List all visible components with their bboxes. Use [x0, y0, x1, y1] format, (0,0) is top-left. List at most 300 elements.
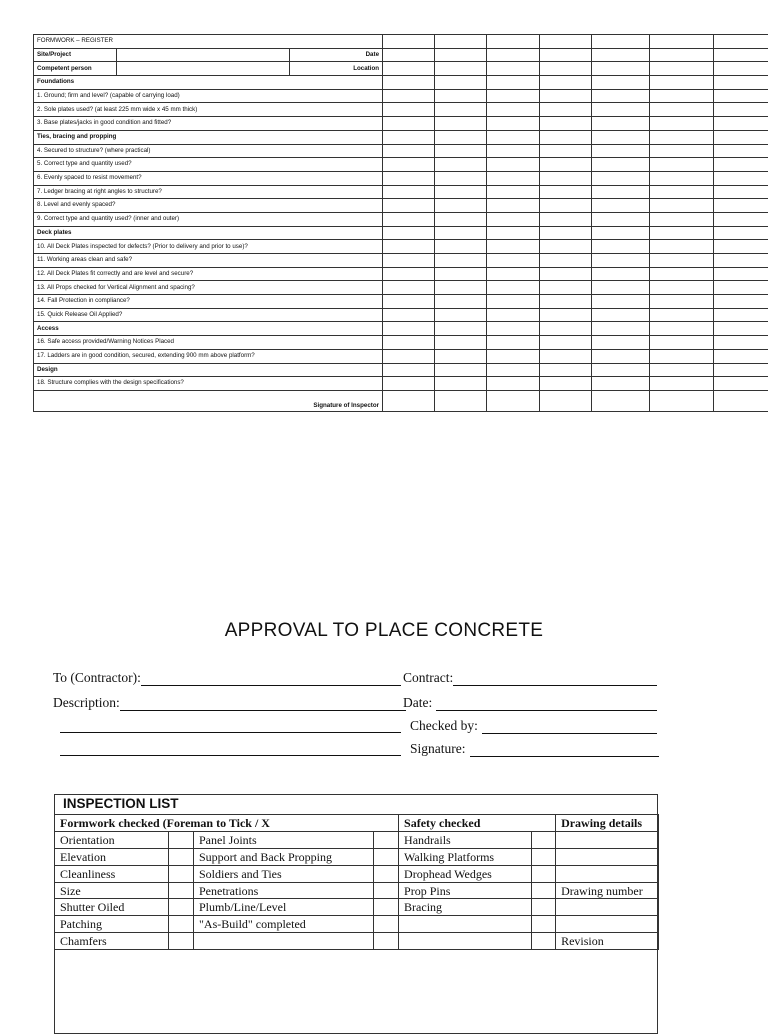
register-check-cell[interactable]	[650, 185, 714, 199]
register-cell[interactable]	[383, 62, 435, 76]
register-site-row	[34, 48, 768, 62]
register-check-cell[interactable]	[714, 185, 768, 199]
register-check-cell[interactable]	[650, 226, 714, 240]
register-check-cell[interactable]	[650, 212, 714, 226]
register-check-cell[interactable]	[487, 212, 540, 226]
register-signature-cell[interactable]	[383, 390, 435, 411]
register-signature-cell[interactable]	[650, 390, 714, 411]
register-check-cell[interactable]	[714, 281, 768, 295]
formwork-item	[194, 933, 374, 950]
drawing-detail	[556, 865, 659, 882]
register-check-cell[interactable]	[435, 103, 487, 117]
safety-item: Drophead Wedges	[399, 865, 532, 882]
register-check-cell[interactable]	[540, 254, 592, 268]
inspection-row	[55, 933, 659, 950]
register-check-cell[interactable]	[714, 199, 768, 213]
register-check-cell[interactable]	[714, 226, 768, 240]
register-check-cell[interactable]	[714, 267, 768, 281]
register-check-cell[interactable]	[540, 308, 592, 322]
register-check-cell[interactable]	[714, 308, 768, 322]
safety-item: Walking Platforms	[399, 848, 532, 865]
register-signature-cell[interactable]	[540, 390, 592, 411]
register-check-cell[interactable]	[487, 240, 540, 254]
register-check-cell[interactable]	[487, 363, 540, 377]
register-check-cell[interactable]	[650, 377, 714, 391]
register-check-cell[interactable]	[650, 158, 714, 172]
register-check-cell[interactable]	[487, 349, 540, 363]
register-check-cell[interactable]	[383, 349, 435, 363]
register-check-cell[interactable]	[435, 363, 487, 377]
inspection-list-title: INSPECTION LIST	[63, 796, 179, 811]
register-check-cell[interactable]	[592, 199, 650, 213]
register-item-text: 16. Safe access provided/Warning Notices Placed	[34, 336, 383, 350]
register-item-text: 15. Quick Release Oil Applied?	[34, 308, 383, 322]
register-cell[interactable]	[592, 35, 650, 49]
approval-date-field[interactable]	[436, 696, 657, 711]
safety-item: Bracing	[399, 899, 532, 916]
formwork-item: Panel Joints	[194, 831, 374, 848]
register-check-cell[interactable]	[435, 117, 487, 131]
register-check-cell[interactable]	[383, 158, 435, 172]
register-check-cell[interactable]	[650, 130, 714, 144]
register-signature-cell[interactable]	[714, 390, 768, 411]
register-check-cell[interactable]	[592, 171, 650, 185]
formwork-item: Penetrations	[194, 882, 374, 899]
register-check-cell[interactable]	[383, 103, 435, 117]
register-item-text: 2. Sole plates used? (at least 225 mm wide x 45 mm thick)	[34, 103, 383, 117]
formwork-tick-box[interactable]	[374, 865, 399, 882]
register-check-cell[interactable]	[650, 336, 714, 350]
register-check-cell[interactable]	[383, 281, 435, 295]
inspection-list-box	[54, 794, 658, 1034]
register-check-cell[interactable]	[487, 308, 540, 322]
signature-of-inspector-label: Signature of Inspector	[34, 390, 383, 411]
register-check-cell[interactable]	[487, 336, 540, 350]
register-check-cell[interactable]	[435, 158, 487, 172]
register-item-text: 14. Fall Protection in compliance?	[34, 295, 383, 309]
register-check-cell[interactable]	[435, 199, 487, 213]
safety-tick-box[interactable]	[532, 865, 556, 882]
register-check-cell[interactable]	[592, 144, 650, 158]
register-cell[interactable]	[435, 35, 487, 49]
register-check-cell[interactable]	[435, 281, 487, 295]
formwork-item: Support and Back Propping	[194, 848, 374, 865]
register-check-cell[interactable]	[540, 281, 592, 295]
register-check-cell[interactable]	[487, 199, 540, 213]
register-check-cell[interactable]	[592, 363, 650, 377]
register-check-cell[interactable]	[714, 212, 768, 226]
contract-row	[403, 670, 657, 686]
register-check-cell[interactable]	[435, 377, 487, 391]
register-check-cell[interactable]	[435, 349, 487, 363]
register-check-cell[interactable]	[714, 295, 768, 309]
register-cell[interactable]	[487, 35, 540, 49]
register-check-cell[interactable]	[592, 322, 650, 336]
register-check-cell[interactable]	[650, 254, 714, 268]
register-check-cell[interactable]	[650, 117, 714, 131]
register-check-cell[interactable]	[487, 158, 540, 172]
register-check-cell[interactable]	[383, 377, 435, 391]
formwork-tick-box[interactable]	[374, 899, 399, 916]
register-check-cell[interactable]	[540, 226, 592, 240]
drawing-detail	[556, 899, 659, 916]
register-check-cell[interactable]	[383, 144, 435, 158]
signature-field[interactable]	[470, 742, 659, 757]
formwork-item: Shutter Oiled	[55, 899, 169, 916]
register-check-cell[interactable]	[435, 267, 487, 281]
register-check-cell[interactable]	[714, 171, 768, 185]
register-check-cell[interactable]	[383, 212, 435, 226]
register-item-text: 8. Level and evenly spaced?	[34, 199, 383, 213]
register-check-cell[interactable]	[540, 89, 592, 103]
formwork-item: Elevation	[55, 848, 169, 865]
register-item-row	[34, 267, 768, 281]
register-check-cell[interactable]	[592, 185, 650, 199]
register-signature-cell[interactable]	[435, 390, 487, 411]
register-check-cell[interactable]	[435, 322, 487, 336]
register-item-text: 12. All Deck Plates fit correctly and are level and secure?	[34, 267, 383, 281]
safety-tick-box[interactable]	[532, 899, 556, 916]
register-check-cell[interactable]	[592, 89, 650, 103]
register-check-cell[interactable]	[650, 349, 714, 363]
register-check-cell[interactable]	[714, 89, 768, 103]
register-section-heading: Deck plates	[34, 226, 383, 240]
register-check-cell[interactable]	[650, 240, 714, 254]
register-cell[interactable]	[714, 48, 768, 62]
formwork-checked-header: Formwork checked (Foreman to Tick / X	[55, 815, 399, 832]
safety-tick-box[interactable]	[532, 882, 556, 899]
register-check-cell[interactable]	[650, 171, 714, 185]
register-check-cell[interactable]	[383, 185, 435, 199]
register-check-cell[interactable]	[592, 295, 650, 309]
register-check-cell[interactable]	[714, 76, 768, 90]
register-section-row	[34, 226, 768, 240]
safety-item: Handrails	[399, 831, 532, 848]
register-item-text: 9. Correct type and quantity used? (inner and outer)	[34, 212, 383, 226]
drawing-detail	[556, 831, 659, 848]
competent-person-field[interactable]	[117, 62, 290, 76]
description-line-2	[60, 718, 401, 733]
register-check-cell[interactable]	[592, 103, 650, 117]
register-item-row	[34, 144, 768, 158]
register-check-cell[interactable]	[487, 76, 540, 90]
register-check-cell[interactable]	[435, 336, 487, 350]
formwork-tick-box[interactable]	[169, 848, 194, 865]
register-check-cell[interactable]	[487, 130, 540, 144]
register-check-cell[interactable]	[383, 295, 435, 309]
drawing-detail	[556, 848, 659, 865]
formwork-tick-box[interactable]	[169, 916, 194, 933]
register-check-cell[interactable]	[487, 185, 540, 199]
register-item-row	[34, 308, 768, 322]
register-check-cell[interactable]	[714, 254, 768, 268]
register-check-cell[interactable]	[540, 267, 592, 281]
formwork-tick-box[interactable]	[374, 933, 399, 950]
register-check-cell[interactable]	[540, 212, 592, 226]
register-check-cell[interactable]	[540, 158, 592, 172]
register-check-cell[interactable]	[383, 336, 435, 350]
register-check-cell[interactable]	[540, 171, 592, 185]
register-check-cell[interactable]	[592, 254, 650, 268]
register-check-cell[interactable]	[592, 349, 650, 363]
register-item-row	[34, 185, 768, 199]
register-check-cell[interactable]	[714, 377, 768, 391]
register-item-text: 6. Evenly spaced to resist movement?	[34, 171, 383, 185]
register-check-cell[interactable]	[592, 377, 650, 391]
formwork-item: Chamfers	[55, 933, 169, 950]
formwork-register-table	[33, 34, 768, 412]
register-check-cell[interactable]	[592, 308, 650, 322]
location-label: Location	[290, 62, 383, 76]
register-check-cell[interactable]	[540, 144, 592, 158]
register-check-cell[interactable]	[592, 336, 650, 350]
register-check-cell[interactable]	[487, 226, 540, 240]
register-check-cell[interactable]	[592, 158, 650, 172]
formwork-item: Patching	[55, 916, 169, 933]
register-check-cell[interactable]	[487, 103, 540, 117]
to-contractor-field[interactable]	[141, 671, 401, 686]
register-check-cell[interactable]	[435, 144, 487, 158]
register-check-cell[interactable]	[714, 144, 768, 158]
register-check-cell[interactable]	[487, 295, 540, 309]
register-cell[interactable]	[650, 62, 714, 76]
date-row	[403, 695, 657, 711]
register-check-cell[interactable]	[383, 226, 435, 240]
register-check-cell[interactable]	[383, 254, 435, 268]
register-check-cell[interactable]	[540, 349, 592, 363]
register-check-cell[interactable]	[383, 240, 435, 254]
register-check-cell[interactable]	[714, 117, 768, 131]
register-check-cell[interactable]	[592, 117, 650, 131]
register-check-cell[interactable]	[435, 89, 487, 103]
description-field-line-2[interactable]	[60, 718, 401, 733]
register-section-row	[34, 130, 768, 144]
register-check-cell[interactable]	[650, 322, 714, 336]
signature-label: Signature:	[410, 741, 466, 757]
formwork-tick-box[interactable]	[374, 848, 399, 865]
register-check-cell[interactable]	[435, 226, 487, 240]
safety-item	[399, 916, 532, 933]
register-signature-cell[interactable]	[592, 390, 650, 411]
register-check-cell[interactable]	[540, 295, 592, 309]
register-check-cell[interactable]	[592, 130, 650, 144]
drawing-detail	[556, 916, 659, 933]
register-check-cell[interactable]	[540, 76, 592, 90]
formwork-tick-box[interactable]	[374, 831, 399, 848]
register-check-cell[interactable]	[383, 76, 435, 90]
register-check-cell[interactable]	[383, 117, 435, 131]
description-field-line-3[interactable]	[60, 741, 401, 756]
register-check-cell[interactable]	[435, 308, 487, 322]
register-item-row	[34, 171, 768, 185]
register-section-heading: Ties, bracing and propping	[34, 130, 383, 144]
formwork-tick-box[interactable]	[169, 865, 194, 882]
date-label: Date	[290, 48, 383, 62]
register-cell[interactable]	[650, 35, 714, 49]
register-check-cell[interactable]	[487, 171, 540, 185]
register-check-cell[interactable]	[435, 295, 487, 309]
register-check-cell[interactable]	[487, 377, 540, 391]
register-check-cell[interactable]	[650, 363, 714, 377]
register-item-row	[34, 377, 768, 391]
formwork-tick-box[interactable]	[374, 882, 399, 899]
register-check-cell[interactable]	[435, 240, 487, 254]
register-check-cell[interactable]	[714, 158, 768, 172]
register-check-cell[interactable]	[487, 254, 540, 268]
register-item-row	[34, 281, 768, 295]
register-check-cell[interactable]	[650, 103, 714, 117]
checked-by-field[interactable]	[482, 719, 657, 734]
description-row	[53, 695, 406, 711]
safety-tick-box[interactable]	[532, 933, 556, 950]
register-check-cell[interactable]	[714, 130, 768, 144]
register-cell[interactable]	[383, 35, 435, 49]
register-check-cell[interactable]	[592, 76, 650, 90]
register-item-text: 5. Correct type and quantity used?	[34, 158, 383, 172]
inspection-list-table	[54, 814, 659, 950]
safety-tick-box[interactable]	[532, 831, 556, 848]
description-label: Description:	[53, 695, 120, 711]
register-check-cell[interactable]	[540, 322, 592, 336]
formwork-tick-box[interactable]	[169, 899, 194, 916]
register-check-cell[interactable]	[383, 199, 435, 213]
register-section-heading: Design	[34, 363, 383, 377]
formwork-item: Soldiers and Ties	[194, 865, 374, 882]
inspection-header-row	[55, 815, 659, 832]
register-check-cell[interactable]	[592, 226, 650, 240]
register-check-cell[interactable]	[487, 267, 540, 281]
formwork-item: Size	[55, 882, 169, 899]
register-check-cell[interactable]	[650, 76, 714, 90]
register-check-cell[interactable]	[650, 308, 714, 322]
formwork-tick-box[interactable]	[169, 933, 194, 950]
register-check-cell[interactable]	[487, 117, 540, 131]
register-signature-cell[interactable]	[487, 390, 540, 411]
formwork-tick-box[interactable]	[169, 831, 194, 848]
site-project-field[interactable]	[117, 48, 290, 62]
register-check-cell[interactable]	[650, 89, 714, 103]
register-cell[interactable]	[592, 62, 650, 76]
register-check-cell[interactable]	[435, 185, 487, 199]
approval-title: APPROVAL TO PLACE CONCRETE	[0, 620, 768, 642]
register-item-text: 17. Ladders are in good condition, secured, extending 900 mm above platform?	[34, 349, 383, 363]
register-cell[interactable]	[540, 48, 592, 62]
register-check-cell[interactable]	[650, 199, 714, 213]
description-field[interactable]	[120, 696, 406, 711]
register-cell[interactable]	[540, 35, 592, 49]
register-item-text: 7. Ledger bracing at right angles to structure?	[34, 185, 383, 199]
register-cell[interactable]	[540, 62, 592, 76]
inspection-row	[55, 848, 659, 865]
register-check-cell[interactable]	[540, 117, 592, 131]
register-item-text: 11. Working areas clean and safe?	[34, 254, 383, 268]
inspection-row	[55, 831, 659, 848]
register-check-cell[interactable]	[487, 281, 540, 295]
register-cell[interactable]	[714, 35, 768, 49]
safety-tick-box[interactable]	[532, 848, 556, 865]
register-check-cell[interactable]	[435, 76, 487, 90]
register-cell[interactable]	[487, 48, 540, 62]
register-check-cell[interactable]	[650, 281, 714, 295]
register-item-row	[34, 199, 768, 213]
drawing-detail: Drawing number	[556, 882, 659, 899]
register-check-cell[interactable]	[435, 254, 487, 268]
signature-row	[410, 741, 659, 757]
register-check-cell[interactable]	[487, 322, 540, 336]
register-check-cell[interactable]	[540, 240, 592, 254]
register-check-cell[interactable]	[714, 240, 768, 254]
register-check-cell[interactable]	[487, 89, 540, 103]
register-cell[interactable]	[592, 48, 650, 62]
register-check-cell[interactable]	[714, 336, 768, 350]
register-check-cell[interactable]	[540, 377, 592, 391]
register-item-row	[34, 240, 768, 254]
contract-field[interactable]	[453, 671, 657, 686]
register-cell[interactable]	[435, 62, 487, 76]
to-contractor-row	[53, 670, 401, 686]
checked-by-label: Checked by:	[410, 718, 478, 734]
register-check-cell[interactable]	[383, 322, 435, 336]
register-cell[interactable]	[650, 48, 714, 62]
register-check-cell[interactable]	[650, 295, 714, 309]
register-check-cell[interactable]	[383, 308, 435, 322]
safety-tick-box[interactable]	[532, 916, 556, 933]
register-item-row	[34, 89, 768, 103]
register-check-cell[interactable]	[592, 281, 650, 295]
register-check-cell[interactable]	[435, 130, 487, 144]
register-check-cell[interactable]	[592, 267, 650, 281]
formwork-tick-box[interactable]	[169, 882, 194, 899]
register-check-cell[interactable]	[540, 363, 592, 377]
register-check-cell[interactable]	[435, 212, 487, 226]
register-cell[interactable]	[714, 62, 768, 76]
register-check-cell[interactable]	[650, 144, 714, 158]
register-cell[interactable]	[435, 48, 487, 62]
register-check-cell[interactable]	[383, 171, 435, 185]
register-check-cell[interactable]	[714, 103, 768, 117]
register-check-cell[interactable]	[383, 130, 435, 144]
register-signature-row	[34, 390, 768, 411]
site-project-label: Site/Project	[34, 48, 117, 62]
register-item-row	[34, 158, 768, 172]
register-check-cell[interactable]	[592, 240, 650, 254]
register-check-cell[interactable]	[487, 144, 540, 158]
register-item-row	[34, 117, 768, 131]
register-check-cell[interactable]	[714, 363, 768, 377]
register-item-row	[34, 254, 768, 268]
register-check-cell[interactable]	[592, 212, 650, 226]
register-check-cell[interactable]	[714, 322, 768, 336]
register-check-cell[interactable]	[540, 130, 592, 144]
register-check-cell[interactable]	[714, 349, 768, 363]
register-check-cell[interactable]	[540, 103, 592, 117]
register-check-cell[interactable]	[435, 171, 487, 185]
register-check-cell[interactable]	[383, 363, 435, 377]
register-item-row	[34, 295, 768, 309]
register-check-cell[interactable]	[650, 267, 714, 281]
register-check-cell[interactable]	[540, 336, 592, 350]
register-check-cell[interactable]	[540, 185, 592, 199]
register-cell[interactable]	[383, 48, 435, 62]
register-check-cell[interactable]	[383, 89, 435, 103]
register-title: FORMWORK – REGISTER	[34, 35, 383, 49]
formwork-item: "As-Build" completed	[194, 916, 374, 933]
formwork-item: Plumb/Line/Level	[194, 899, 374, 916]
register-check-cell[interactable]	[383, 267, 435, 281]
formwork-tick-box[interactable]	[374, 916, 399, 933]
register-cell[interactable]	[487, 62, 540, 76]
register-check-cell[interactable]	[540, 199, 592, 213]
